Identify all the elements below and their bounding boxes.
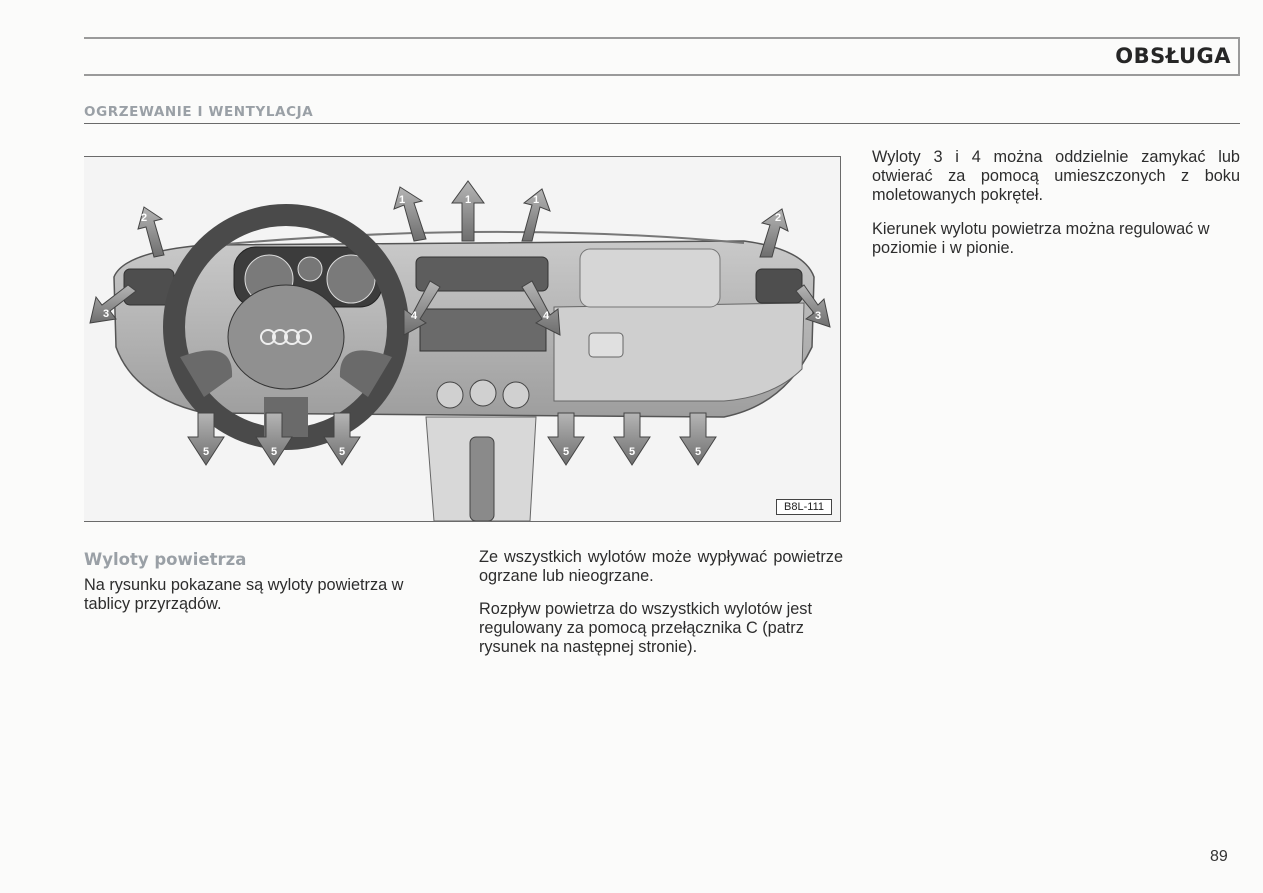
middle-paragraph-1: Ze wszystkich wylotów może wypływać powietrze ogrzane lub nieogrzane. [479,548,843,585]
callout-3-left: 3 [102,308,110,320]
callout-5-b: 5 [270,446,278,458]
callout-1-left: 1 [398,194,406,206]
climate-knob-center [470,380,496,406]
chapter-title: OBSŁUGA [1115,44,1231,68]
callout-1-right: 1 [532,194,540,206]
header-right-border [1238,37,1240,76]
header-top-rule [84,37,1240,39]
subheading-air-vents: Wyloty powietrza [84,550,247,569]
right-paragraph-2: Kierunek wylotu powietrza można regulować w poziomie i w pionie. [872,220,1210,257]
climate-knob-right [503,382,529,408]
dashboard-illustration [84,157,840,521]
page-number: 89 [1210,848,1228,865]
callout-1-center: 1 [464,194,472,206]
header-bottom-rule [84,74,1240,76]
passenger-airbag-cover [580,249,720,307]
section-title: OGRZEWANIE I WENTYLACJA [84,104,314,120]
callout-3-right: 3 [814,310,822,322]
callout-4-left: 4 [410,310,418,322]
section-rule [84,123,1240,124]
figure-code: B8L-111 [776,499,832,515]
dashboard-vents-figure [84,156,841,522]
callout-5-d: 5 [562,446,570,458]
glovebox-handle [589,333,623,357]
callout-5-c: 5 [338,446,346,458]
side-vent-right [756,269,802,303]
callout-5-e: 5 [628,446,636,458]
radio-unit [420,309,546,351]
callout-4-right: 4 [542,310,550,322]
left-paragraph: Na rysunku pokazane są wyloty powietrza w tablicy przyrządów. [84,576,404,613]
middle-paragraph-2: Rozpływ powietrza do wszystkich wylotów jest regulowany za pomocą przełącznika C (patrz rysunek na następnej stronie). [479,600,812,656]
callout-2-left: 2 [140,212,148,224]
climate-knob-left [437,382,463,408]
callout-5-f: 5 [694,446,702,458]
right-paragraph-1: Wyloty 3 i 4 można oddzielnie zamykać lub otwierać za pomocą umieszczonych z boku moletowanych pokręteł. [872,148,1240,204]
callout-5-a: 5 [202,446,210,458]
gear-lever [470,437,494,521]
callout-2-right: 2 [774,212,782,224]
